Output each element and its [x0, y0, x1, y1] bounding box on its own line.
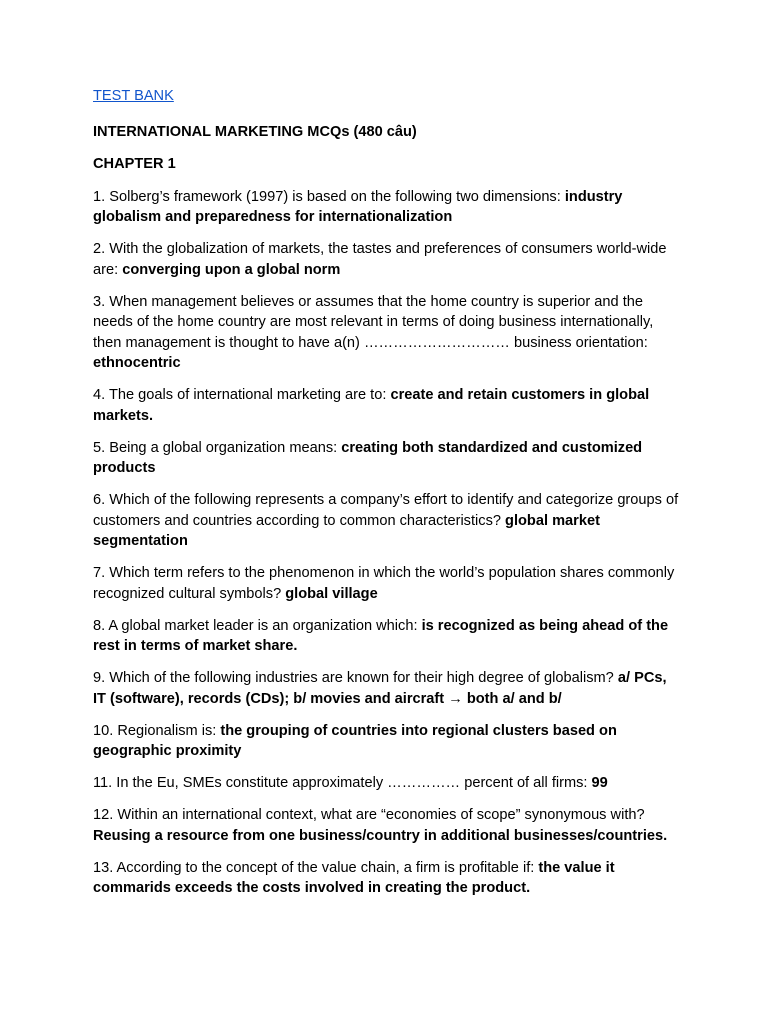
question-text: 3. When management believes or assumes that the home country is superior and the needs of the home country are most relevant in terms of doing business internationally, then management is thought to have a(n) ………………………… business orientation: — [93, 293, 654, 351]
question-item — [93, 805, 683, 846]
answer-text: industry globalism and preparedness for internationalization — [93, 188, 623, 225]
question-item — [93, 292, 683, 374]
answer-text: the value it commarids exceeds the costs involved in creating the product. — [93, 859, 615, 896]
question-item — [93, 239, 683, 280]
answer-text: create and retain customers in global markets. — [93, 387, 650, 424]
question-text: 1. Solberg’s framework (1997) is based on the following two dimensions: — [93, 188, 565, 205]
question-item — [93, 438, 683, 479]
question-text: 6. Which of the following represents a company’s effort to identify and categorize groups of customers and countries according to common characteristics? — [93, 492, 679, 529]
question-text: 12. Within an international context, what are “economies of scope” synonymous with? — [93, 807, 645, 823]
question-text: 8. A global market leader is an organization which: — [93, 617, 422, 634]
answer-text: creating both standardized and customized products — [93, 439, 643, 476]
document-page — [93, 86, 683, 910]
question-item — [93, 490, 683, 552]
answer-text: 99 — [591, 775, 608, 791]
question-item — [93, 563, 683, 604]
answer-text: global village — [285, 585, 378, 602]
question-text: 7. Which term refers to the phenomenon in which the world’s population shares commonly recognized cultural symbols? — [93, 565, 675, 602]
answer-text: is recognized as being ahead of the rest in terms of market share. — [93, 617, 669, 654]
answer-text: a/ PCs, IT (software), records (CDs); b/ movies and aircraft → both a/ and b/ — [93, 670, 667, 707]
question-text: 2. With the globalization of markets, the tastes and preferences of consumers world-wide are: — [93, 241, 667, 278]
answer-text: the grouping of countries into regional clusters based on geographic proximity — [93, 722, 617, 759]
question-item — [93, 721, 683, 762]
question-item — [93, 187, 683, 228]
question-item — [93, 773, 683, 794]
question-text: 9. Which of the following industries are known for their high degree of globalism? — [93, 670, 618, 686]
answer-text: Reusing a resource from one business/country in additional businesses/countries. — [93, 827, 668, 844]
question-item — [93, 385, 683, 426]
question-text: 10. Regionalism is: — [93, 722, 221, 739]
document-title: INTERNATIONAL MARKETING MCQs (480 câu) — [93, 123, 417, 140]
question-text: 4. The goals of international marketing are to: — [93, 387, 391, 403]
question-text: 11. In the Eu, SMEs constitute approximately …………… percent of all firms: — [93, 775, 592, 791]
test-bank-link[interactable]: TEST BANK — [93, 88, 174, 104]
answer-text: global market segmentation — [93, 512, 600, 549]
chapter-heading: CHAPTER 1 — [93, 156, 176, 172]
answer-text: converging upon a global norm — [122, 261, 341, 278]
question-item — [93, 858, 683, 899]
question-item — [93, 616, 683, 657]
answer-text: ethnocentric — [93, 355, 181, 371]
question-item — [93, 668, 683, 709]
question-text: 5. Being a global organization means: — [93, 439, 342, 456]
question-text: 13. According to the concept of the value chain, a firm is profitable if: — [93, 859, 539, 876]
